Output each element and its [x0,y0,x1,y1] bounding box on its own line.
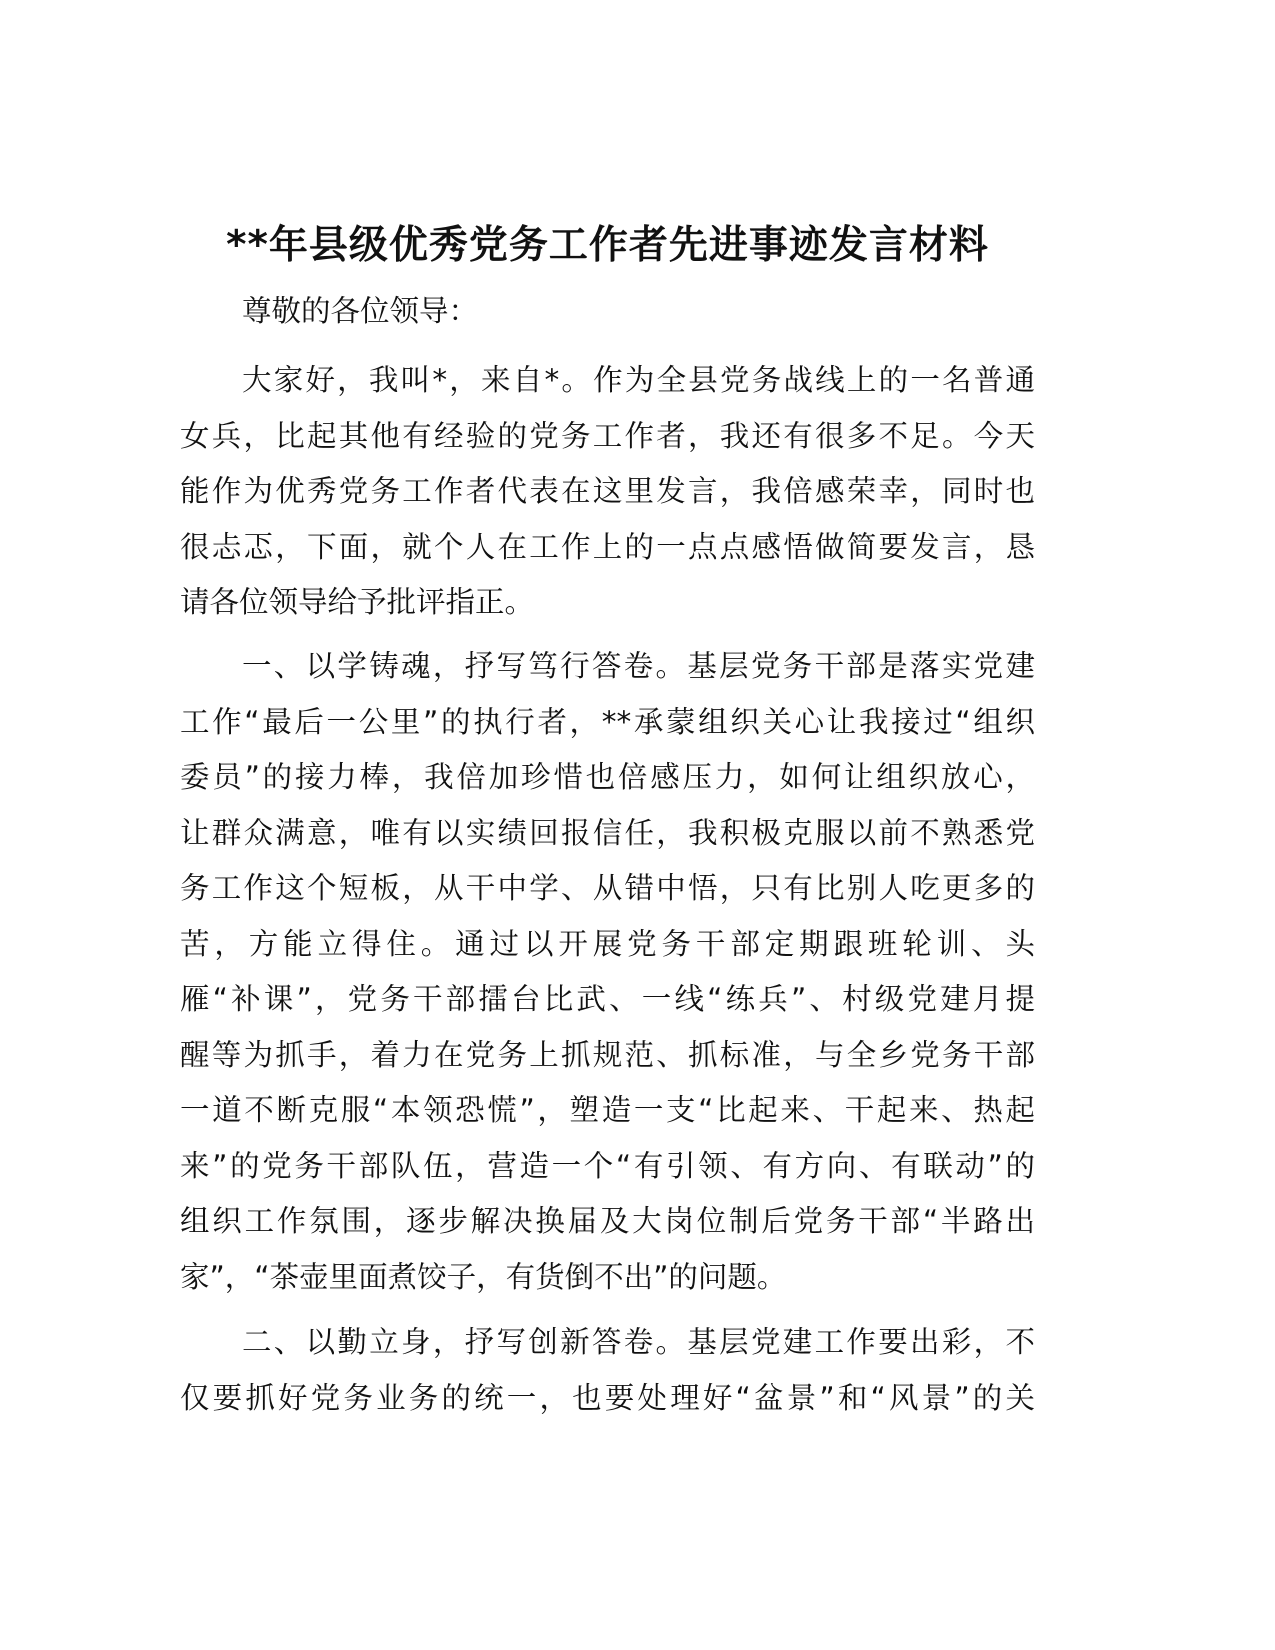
document-title: **年县级优秀党务工作者先进事迹发言材料 [226,223,989,268]
paragraph-line: 一道不断克服“本领恐慌”，塑造一支“比起来、干起来、热起 [180,1093,1035,1127]
paragraph-line: 很忐忑，下面，就个人在工作上的一点点感悟做简要发言，恳 [180,529,1035,564]
paragraph-line: 让群众满意，唯有以实绩回报信任，我积极克服以前不熟悉党 [180,815,1035,850]
paragraph-line: 女兵，比起其他有经验的党务工作者，我还有很多不足。今天 [180,418,1035,453]
paragraph-line: 家”，“茶壶里面煮饺子，有货倒不出”的问题。 [180,1259,787,1294]
paragraph-line: 仅要抓好党务业务的统一，也要处理好“盆景”和“风景”的关 [180,1380,1035,1415]
paragraph-line: 苦，方能立得住。通过以开展党务干部定期跟班轮训、头 [180,926,1035,961]
paragraph-line: 工作“最后一公里”的执行者，**承蒙组织关心让我接过“组织 [180,704,1035,739]
paragraph-line: 雁“补课”，党务干部擂台比武、一线“练兵”、村级党建月提 [180,982,1035,1016]
paragraph-line: 醒等为抓手，着力在党务上抓规范、抓标准，与全乡党务干部 [180,1037,1035,1072]
paragraph-line: 一、以学铸魂，抒写笃行答卷。基层党务干部是落实党建 [242,649,1035,683]
paragraph-line: 请各位领导给予批评指正。 [180,585,535,619]
paragraph-line: 二、以勤立身，抒写创新答卷。基层党建工作要出彩，不 [242,1325,1035,1359]
paragraph-line: 能作为优秀党务工作者代表在这里发言，我倍感荣幸，同时也 [180,474,1035,508]
greeting: 尊敬的各位领导： [242,294,479,328]
paragraph-line: 务工作这个短板，从干中学、从错中悟，只有比别人吃更多的 [180,871,1035,905]
paragraph-line: 大家好，我叫*，来自*。作为全县党务战线上的一名普通 [242,363,1035,397]
paragraph-line: 来”的党务干部队伍，营造一个“有引领、有方向、有联动”的 [180,1148,1035,1183]
paragraph-line: 委员”的接力棒，我倍加珍惜也倍感压力，如何让组织放心， [180,760,1035,794]
paragraph-line: 组织工作氛围，逐步解决换届及大岗位制后党务干部“半路出 [180,1204,1035,1238]
